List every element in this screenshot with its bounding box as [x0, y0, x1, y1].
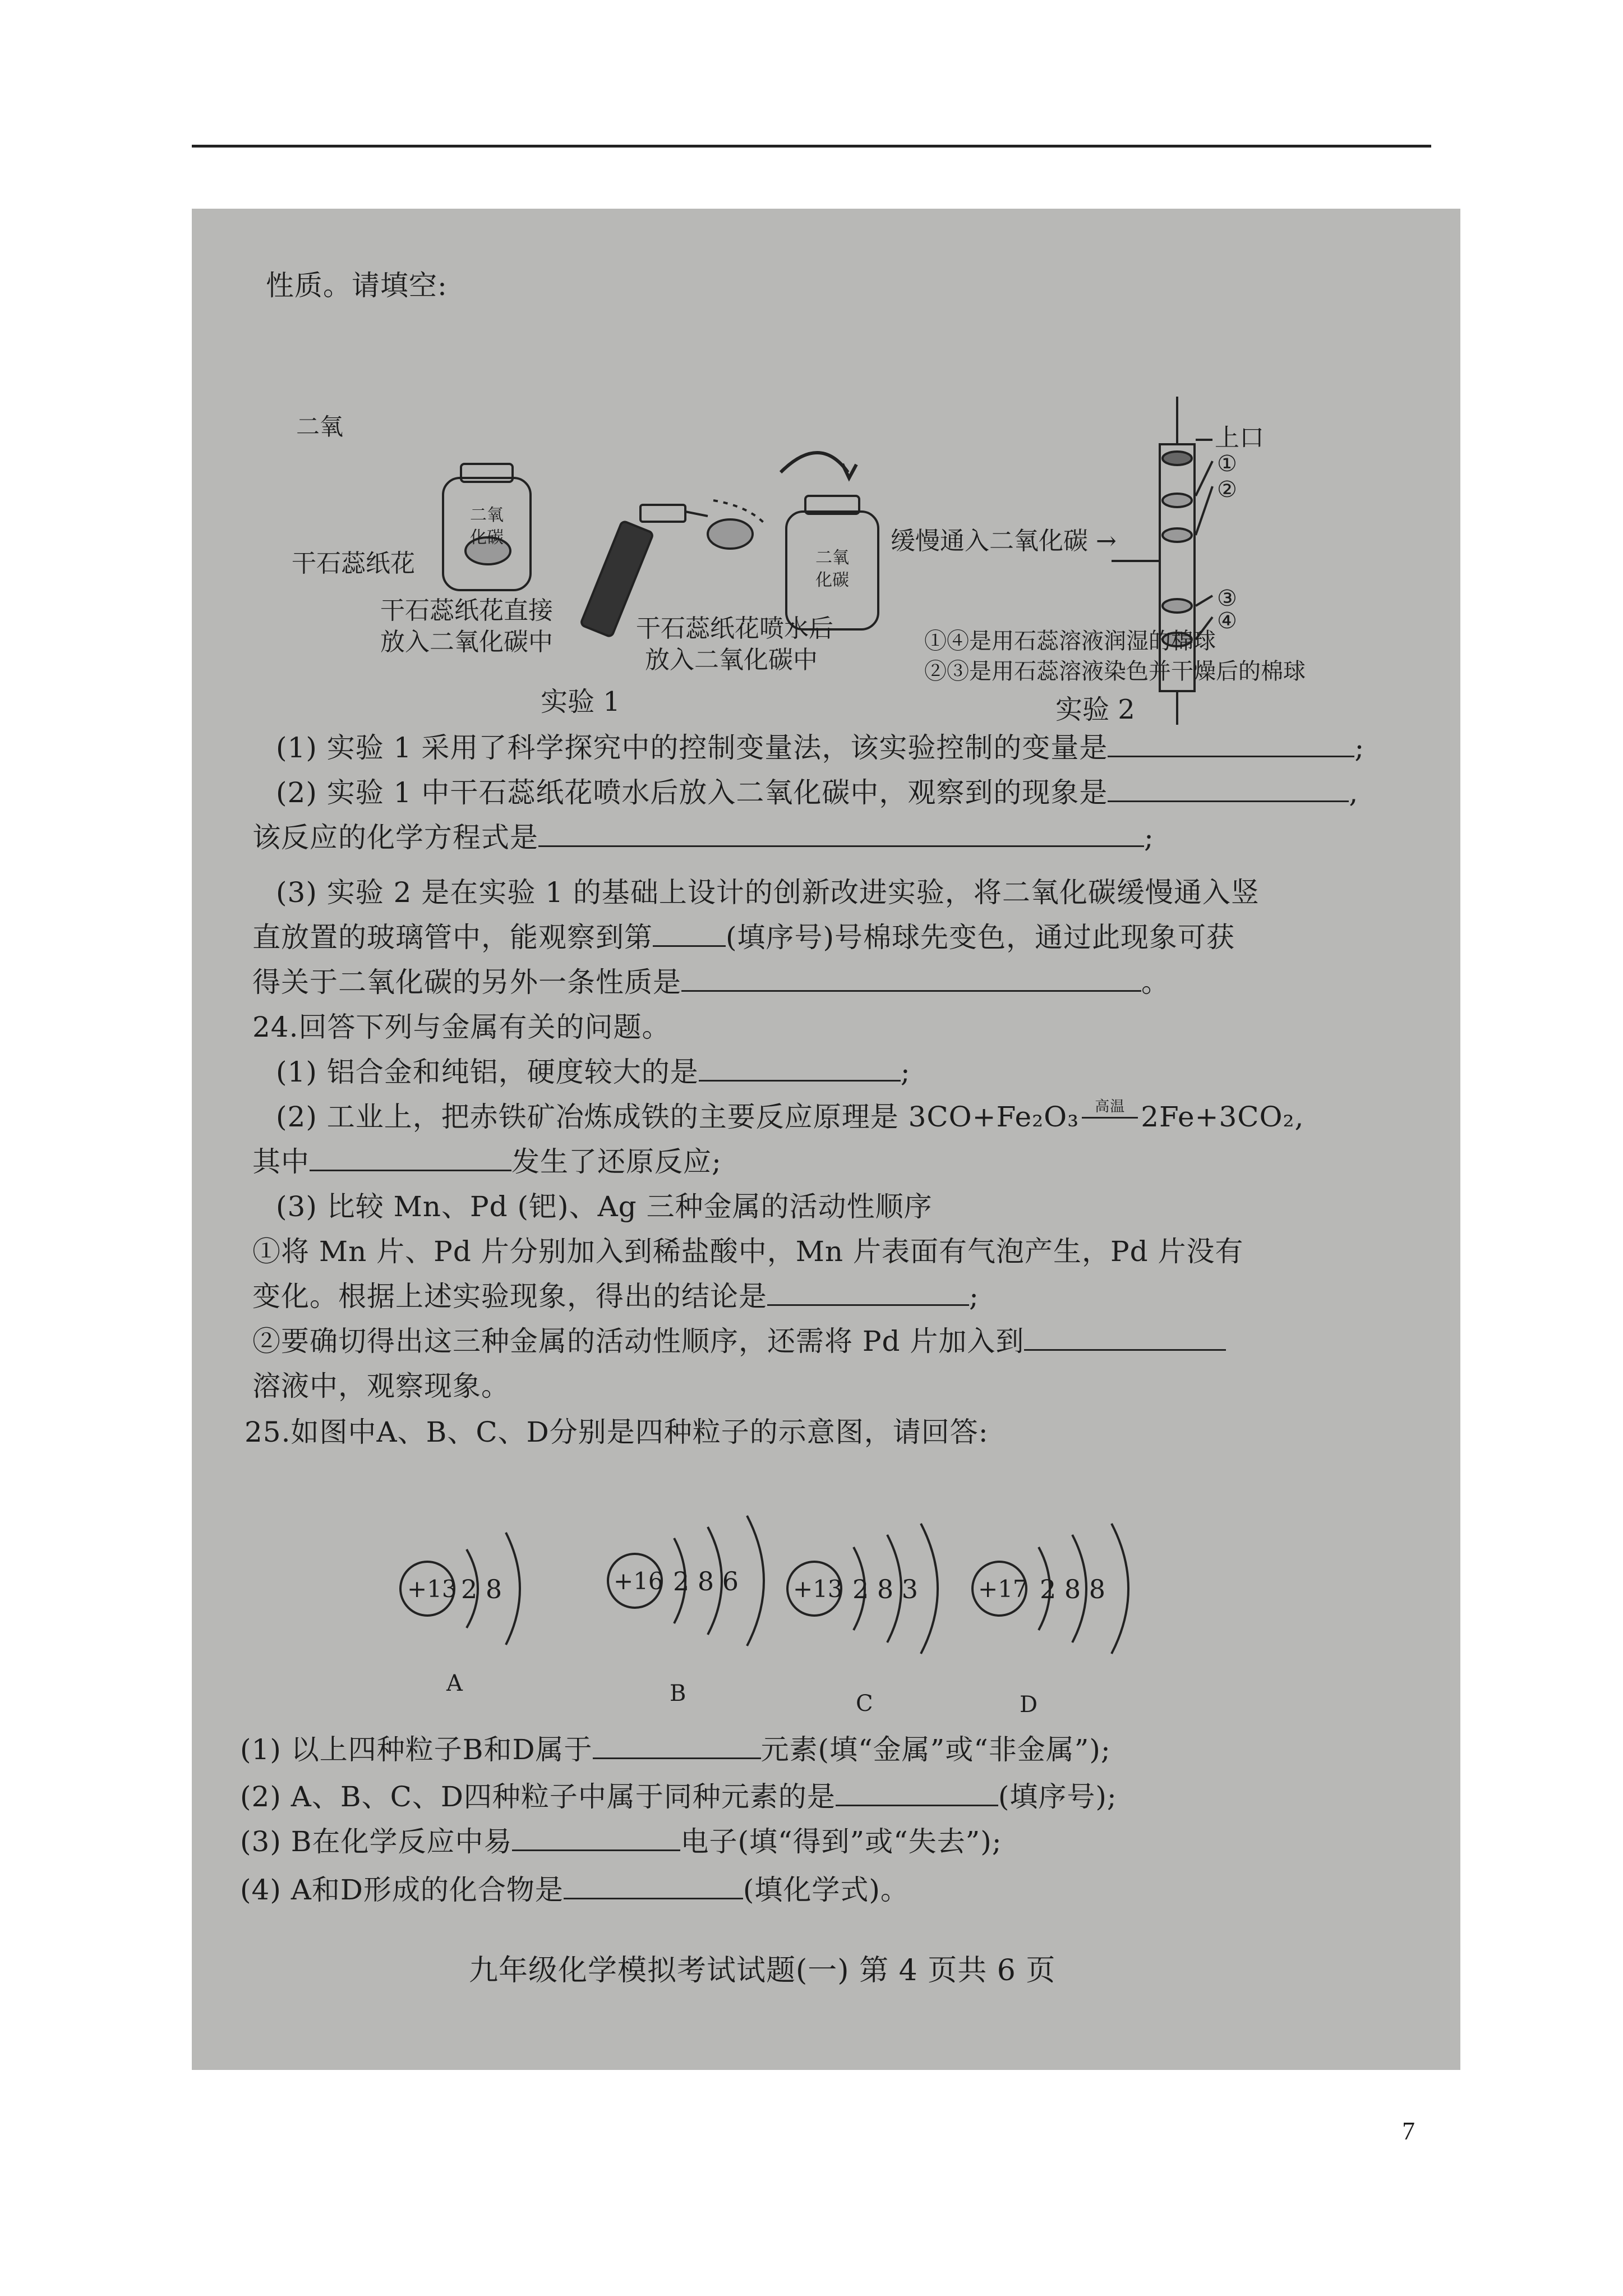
caption-b-l1: 干石蕊纸花喷水后 — [636, 614, 833, 643]
ball-4: ④ — [1217, 608, 1237, 634]
q23-line4: (3) 实验 2 是在实验 1 的基础上设计的创新改进实验，将二氧化碳缓慢通入竖 — [276, 876, 1260, 909]
q23-line1: (1) 实验 1 采用了科学探究中的控制变量法，该实验控制的变量是 ; — [276, 731, 1365, 764]
particle-d-label: D — [1020, 1692, 1038, 1718]
page-number: 7 — [1402, 2116, 1415, 2145]
q23-line6: 得关于二氧化碳的另外一条性质是 。 — [252, 966, 1170, 999]
q24-line6: 变化。根据上述实验现象，得出的结论是 ; — [252, 1280, 979, 1313]
q23-line2: (2) 实验 1 中干石蕊纸花喷水后放入二氧化碳中，观察到的现象是 , — [276, 776, 1359, 809]
particle-b-electrons: 2 8 6 — [673, 1566, 739, 1596]
experiment2-title: 实验 2 — [1055, 694, 1135, 725]
particle-a-nucleus: +13 — [407, 1575, 457, 1603]
q25-title: 25.如图中A、B、C、D分别是四种粒子的示意图，请回答: — [245, 1416, 989, 1448]
particle-b-label: B — [670, 1681, 686, 1706]
ball-2: ② — [1217, 477, 1237, 503]
jar-a-text-l1: 二氧 — [470, 505, 504, 525]
q24-title: 24.回答下列与金属有关的问题。 — [252, 1011, 671, 1043]
caption-b-l2: 放入二氧化碳中 — [645, 646, 818, 674]
exam-page-photo — [192, 209, 1460, 2070]
caption-a-l1: 干石蕊纸花直接 — [380, 596, 553, 625]
jar-a-text-l2: 化碳 — [470, 528, 504, 547]
q23-line5: 直放置的玻璃管中，能观察到第 (填序号)号棉球先变色，通过此现象可获 — [252, 921, 1235, 954]
q25-line1: (1) 以上四种粒子B和D属于 元素(填“金属”或“非金属”); — [240, 1733, 1111, 1766]
jar-b — [781, 453, 878, 629]
q24-line7: ②要确切得出这三种金属的活动性顺序，还需将 Pd 片加入到 — [252, 1324, 1226, 1359]
note-2: ②③是用石蕊溶液染色并干燥后的棉球 — [924, 659, 1306, 684]
exam-footer: 九年级化学模拟考试试题(一) 第 4 页共 6 页 — [469, 1954, 1056, 1987]
label-inlet: 缓慢通入二氧化碳 → — [891, 527, 1117, 555]
label-dry-flower: 干石蕊纸花 — [292, 549, 415, 578]
label-top: 上口 — [1215, 424, 1264, 452]
q24-line2: (2) 工业上，把赤铁矿冶炼成铁的主要反应原理是 3CO+Fe₂O₃ 高温 2Fe+3CO₂, — [276, 1098, 1304, 1133]
particle-a-label: A — [446, 1671, 463, 1696]
particle-c-label: C — [856, 1691, 873, 1717]
particle-d-electrons: 2 8 8 — [1040, 1574, 1106, 1604]
flower — [708, 519, 753, 549]
particle-c-electrons: 2 8 3 — [852, 1574, 919, 1604]
particle-c-nucleus: +13 — [793, 1575, 843, 1603]
jar-a-text: 二氧 — [296, 413, 344, 440]
note-1: ①④是用石蕊溶液润湿的棉球 — [924, 628, 1216, 654]
intro-text: 性质。请填空: — [266, 269, 448, 302]
q23-line3: 该反应的化学方程式是 ; — [252, 821, 1154, 854]
caption-a-l2: 放入二氧化碳中 — [380, 628, 553, 656]
particle-a-electrons: 2 8 — [461, 1574, 502, 1604]
particle-d-nucleus: +17 — [978, 1575, 1028, 1603]
jar-b-text-l2: 化碳 — [815, 570, 849, 590]
ball-1: ① — [1217, 451, 1237, 477]
q25-line4: (4) A和D形成的化合物是 (填化学式)。 — [240, 1874, 909, 1906]
q25-line2: (2) A、B、C、D四种粒子中属于同种元素的是 (填序号); — [240, 1780, 1117, 1813]
q25-line3: (3) B在化学反应中易 电子(填“得到”或“失去”); — [240, 1825, 1002, 1858]
jar-b-text-l1: 二氧 — [815, 548, 849, 568]
ball-3: ③ — [1217, 586, 1237, 611]
q24-line4: (3) 比较 Mn、Pd (钯)、Ag 三种金属的活动性顺序 — [276, 1190, 933, 1223]
q24-line5: ①将 Mn 片、Pd 片分别加入到稀盐酸中，Mn 片表面有气泡产生，Pd 片没有 — [252, 1235, 1244, 1268]
q24-line3: 其中 发生了还原反应; — [252, 1145, 722, 1178]
particle-b-nucleus: +16 — [614, 1567, 663, 1595]
header-rule — [192, 145, 1431, 148]
q24-line8: 溶液中，观察现象。 — [252, 1370, 510, 1402]
experiment1-title: 实验 1 — [541, 686, 620, 717]
q24-line1: (1) 铝合金和纯铝，硬度较大的是 ; — [276, 1056, 911, 1088]
